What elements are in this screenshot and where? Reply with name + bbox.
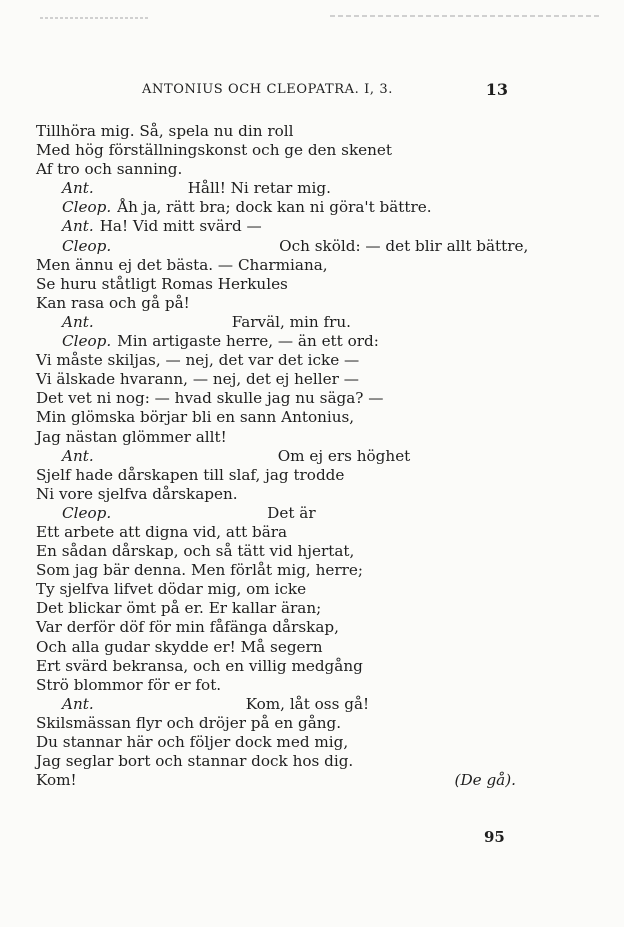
line-text: Ty sjelfva lifvet dödar mig, om icke [36,580,307,599]
line-text: Af tro och sanning. [36,160,183,179]
line-text: Åh ja, rätt bra; dock kan ni göra't bättre. [117,198,432,217]
verse-line [36,408,516,427]
page-number: 13 [485,80,508,99]
line-text: Det är [267,503,316,522]
line-text: Kom! [36,771,77,790]
line-text: Och sköld: — det blir allt bättre, [279,236,529,255]
verse-line [36,638,516,657]
speaker-name: Ant. [62,179,94,198]
line-text: Ert svärd bekransa, och en villig medgång [36,656,363,675]
speaker-name: Ant. [62,446,94,465]
line-text: Var derför döf för min fåfänga dårskap, [36,618,339,637]
verse-line [36,466,516,485]
line-text: Min glömska börjar bli en sann Antonius, [36,408,355,427]
speaker-name: Cleop. [62,332,112,351]
verse-line [36,561,516,580]
verse-line [36,447,516,466]
verse-line [36,141,516,160]
verse-text [36,122,529,790]
verse-line [36,313,516,332]
line-text: Jag nästan glömmer allt! [36,427,227,446]
line-text: Min artigaste herre, — än ett ord: [117,332,379,351]
line-text: Vi måste skiljas, — nej, det var det icke — [36,351,360,370]
line-text: Det vet ni nog: — hvad skulle jag nu säga? — [36,389,384,408]
verse-line [36,198,516,217]
verse-line [36,504,516,523]
line-text: Med hög förställningskonst och ge den skenet [36,141,393,160]
verse-line [36,256,516,275]
line-text: Kom, låt oss gå! [245,694,370,713]
verse-line [36,523,516,542]
speaker-name: Cleop. [62,236,112,255]
top-edge-marks [40,14,600,20]
speaker-name: Cleop. [62,198,112,217]
line-text: Som jag bär denna. Men förlåt mig, herre; [36,561,363,580]
line-text: Ha! Vid mitt svärd — [99,217,262,236]
line-text: Men ännu ej det bästa. — Charmiana, [36,255,328,274]
line-text: En sådan dårskap, och så tätt vid hjertat, [36,542,355,561]
verse-line [36,294,516,313]
verse-line [36,160,516,179]
verse-line [36,676,516,695]
line-text: Och alla gudar skydde er! Må segern [36,637,323,656]
verse-line [36,351,516,370]
verse-line [36,771,516,790]
line-text: Håll! Ni retar mig. [187,179,331,198]
verse-line [36,714,516,733]
verse-line [36,599,516,618]
line-text: Om ej ers höghet [277,446,411,465]
speaker-name: Cleop. [62,503,112,522]
stage-direction: (De gå). [454,771,516,790]
verse-line [36,657,516,676]
line-text: Det blickar ömt på er. Er kallar äran; [36,599,322,618]
verse-line [36,275,516,294]
line-text: Farväl, min fru. [231,312,352,331]
verse-line [36,179,516,198]
line-text: Tillhöra mig. Så, spela nu din roll [36,122,294,140]
verse-line [36,217,516,236]
line-text: Du stannar här och följer dock med mig, [36,733,349,751]
verse-line [36,370,516,389]
line-text: Strö blommor för er fot. [36,675,222,694]
line-text: Ett arbete att digna vid, att bära [36,522,288,541]
verse-line [36,389,516,408]
signature-number: 95 [484,828,505,846]
line-text: Skilsmässan flyr och dröjer på en gång. [36,713,342,732]
speaker-name: Ant. [62,217,94,236]
line-text: Se huru ståtligt Romas Herkules [36,274,288,293]
verse-line [36,752,516,771]
verse-line [36,580,516,599]
verse-line [36,428,516,447]
verse-line [36,122,516,141]
running-title: ANTONIUS OCH CLEOPATRA. I, 3. [142,82,393,97]
line-text: Jag seglar bort och stannar dock hos dig. [36,752,354,771]
verse-line [36,618,516,637]
line-text: Vi älskade hvarann, — nej, det ej heller — [36,370,359,389]
verse-line [36,695,516,714]
speaker-name: Ant. [62,694,94,713]
verse-line [36,485,516,504]
running-header [142,80,512,102]
verse-line [36,542,516,561]
line-text: Kan rasa och gå på! [36,293,190,312]
line-text: Sjelf hade dårskapen till slaf, jag trodde [36,465,345,484]
verse-line [36,236,529,256]
verse-line [36,733,516,752]
speaker-name: Ant. [62,312,94,331]
verse-line [36,332,516,351]
line-text: Ni vore sjelfva dårskapen. [36,484,238,503]
